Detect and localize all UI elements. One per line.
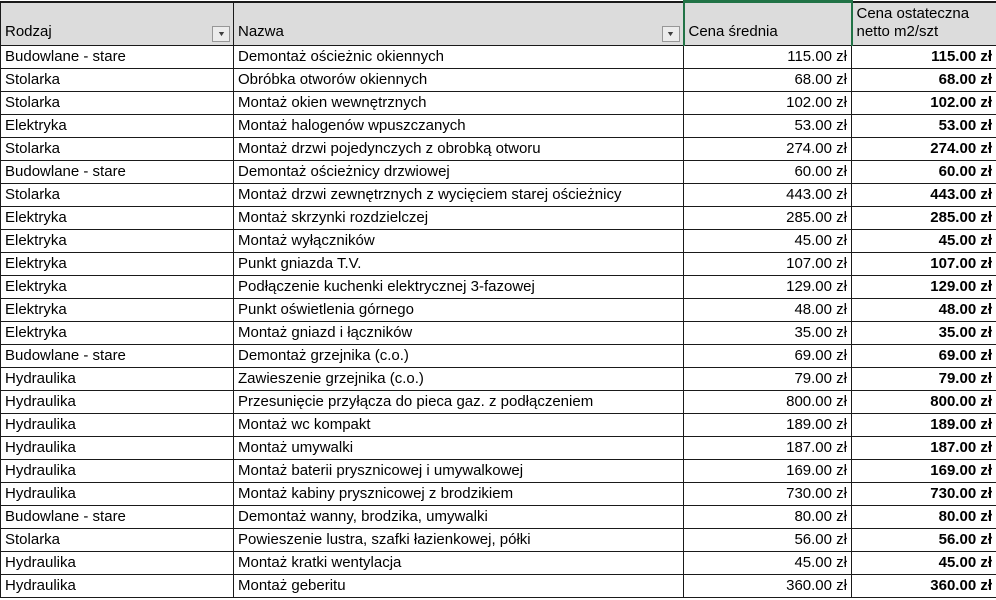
cell-cena-ostateczna[interactable]: 68.00 zł bbox=[852, 69, 996, 92]
cell-rodzaj[interactable]: Hydraulika bbox=[1, 368, 234, 391]
cell-nazwa[interactable]: Montaż skrzynki rozdzielczej bbox=[234, 207, 684, 230]
cell-cena-srednia[interactable]: 79.00 zł bbox=[684, 368, 852, 391]
cell-rodzaj[interactable]: Hydraulika bbox=[1, 483, 234, 506]
cell-cena-ostateczna[interactable]: 53.00 zł bbox=[852, 115, 996, 138]
column-header-cena-srednia[interactable] bbox=[684, 2, 852, 46]
cell-cena-ostateczna[interactable]: 189.00 zł bbox=[852, 414, 996, 437]
table-row bbox=[1, 115, 996, 138]
header-row bbox=[1, 2, 996, 46]
cell-rodzaj[interactable]: Budowlane - stare bbox=[1, 345, 234, 368]
cell-cena-srednia[interactable]: 35.00 zł bbox=[684, 322, 852, 345]
cell-cena-srednia[interactable]: 102.00 zł bbox=[684, 92, 852, 115]
cell-cena-srednia[interactable]: 169.00 zł bbox=[684, 460, 852, 483]
cell-nazwa[interactable]: Montaż baterii prysznicowej i umywalkowej bbox=[234, 460, 684, 483]
table-row bbox=[1, 46, 996, 69]
table-row bbox=[1, 437, 996, 460]
table-row bbox=[1, 276, 996, 299]
table-row bbox=[1, 483, 996, 506]
filter-dropdown-nazwa[interactable] bbox=[662, 26, 680, 42]
cell-cena-ostateczna[interactable]: 169.00 zł bbox=[852, 460, 996, 483]
cell-nazwa[interactable]: Demontaż grzejnika (c.o.) bbox=[234, 345, 684, 368]
cell-cena-ostateczna[interactable]: 274.00 zł bbox=[852, 138, 996, 161]
table-row bbox=[1, 322, 996, 345]
cell-rodzaj[interactable]: Hydraulika bbox=[1, 460, 234, 483]
cell-nazwa[interactable]: Powieszenie lustra, szafki łazienkowej, półki bbox=[234, 529, 684, 552]
cell-nazwa[interactable]: Przesunięcie przyłącza do pieca gaz. z podłączeniem bbox=[234, 391, 684, 414]
cell-rodzaj[interactable]: Hydraulika bbox=[1, 437, 234, 460]
cell-nazwa[interactable]: Zawieszenie grzejnika (c.o.) bbox=[234, 368, 684, 391]
cell-cena-ostateczna[interactable]: 79.00 zł bbox=[852, 368, 996, 391]
cell-cena-ostateczna[interactable]: 35.00 zł bbox=[852, 322, 996, 345]
cell-rodzaj[interactable]: Stolarka bbox=[1, 69, 234, 92]
cell-cena-ostateczna[interactable]: 45.00 zł bbox=[852, 552, 996, 575]
column-header-cena-srednia-label: Cena średnia bbox=[688, 23, 778, 41]
cell-nazwa[interactable]: Podłączenie kuchenki elektrycznej 3-fazowej bbox=[234, 276, 684, 299]
table-body bbox=[1, 46, 996, 598]
cell-cena-srednia[interactable]: 800.00 zł bbox=[684, 391, 852, 414]
cell-rodzaj[interactable]: Budowlane - stare bbox=[1, 46, 234, 69]
cell-nazwa[interactable]: Montaż geberitu bbox=[234, 575, 684, 598]
cell-rodzaj[interactable]: Elektryka bbox=[1, 322, 234, 345]
cell-cena-srednia[interactable]: 68.00 zł bbox=[684, 69, 852, 92]
cell-cena-srednia[interactable]: 60.00 zł bbox=[684, 161, 852, 184]
cell-nazwa[interactable]: Montaż wc kompakt bbox=[234, 414, 684, 437]
table-row bbox=[1, 391, 996, 414]
cell-rodzaj[interactable]: Elektryka bbox=[1, 230, 234, 253]
cell-cena-ostateczna[interactable]: 48.00 zł bbox=[852, 299, 996, 322]
cell-cena-srednia[interactable]: 187.00 zł bbox=[684, 437, 852, 460]
cell-nazwa[interactable]: Obróbka otworów okiennych bbox=[234, 69, 684, 92]
chevron-down-icon: ▼ bbox=[216, 30, 226, 38]
cell-cena-srednia[interactable]: 107.00 zł bbox=[684, 253, 852, 276]
table-row bbox=[1, 299, 996, 322]
cell-cena-srednia[interactable]: 360.00 zł bbox=[684, 575, 852, 598]
cell-cena-srednia[interactable]: 274.00 zł bbox=[684, 138, 852, 161]
table-row bbox=[1, 345, 996, 368]
cell-nazwa[interactable]: Punkt oświetlenia górnego bbox=[234, 299, 684, 322]
cell-rodzaj[interactable]: Hydraulika bbox=[1, 391, 234, 414]
cell-cena-ostateczna[interactable]: 800.00 zł bbox=[852, 391, 996, 414]
cell-rodzaj[interactable]: Elektryka bbox=[1, 299, 234, 322]
cell-cena-ostateczna[interactable]: 115.00 zł bbox=[852, 46, 996, 69]
cell-rodzaj[interactable]: Stolarka bbox=[1, 138, 234, 161]
cell-rodzaj[interactable]: Hydraulika bbox=[1, 414, 234, 437]
cell-cena-srednia[interactable]: 45.00 zł bbox=[684, 230, 852, 253]
table-row bbox=[1, 161, 996, 184]
cell-cena-ostateczna[interactable]: 285.00 zł bbox=[852, 207, 996, 230]
cell-cena-srednia[interactable]: 129.00 zł bbox=[684, 276, 852, 299]
cell-cena-srednia[interactable]: 69.00 zł bbox=[684, 345, 852, 368]
cell-nazwa[interactable]: Demontaż wanny, brodzika, umywalki bbox=[234, 506, 684, 529]
cell-rodzaj[interactable]: Stolarka bbox=[1, 529, 234, 552]
column-header-nazwa[interactable] bbox=[234, 2, 684, 46]
table-row bbox=[1, 230, 996, 253]
cell-cena-srednia[interactable]: 53.00 zł bbox=[684, 115, 852, 138]
cell-nazwa[interactable]: Demontaż ościeżnicy drzwiowej bbox=[234, 161, 684, 184]
column-header-rodzaj-label: Rodzaj bbox=[5, 23, 52, 41]
table-row bbox=[1, 529, 996, 552]
table-row bbox=[1, 414, 996, 437]
chevron-down-icon: ▼ bbox=[665, 30, 676, 38]
cell-nazwa[interactable]: Punkt gniazda T.V. bbox=[234, 253, 684, 276]
cell-cena-ostateczna[interactable]: 60.00 zł bbox=[852, 161, 996, 184]
cell-cena-srednia[interactable]: 730.00 zł bbox=[684, 483, 852, 506]
cell-nazwa[interactable]: Demontaż ościeżnic okiennych bbox=[234, 46, 684, 69]
cell-nazwa[interactable]: Montaż wyłączników bbox=[234, 230, 684, 253]
cell-cena-ostateczna[interactable]: 102.00 zł bbox=[852, 92, 996, 115]
cell-cena-ostateczna[interactable]: 107.00 zł bbox=[852, 253, 996, 276]
cell-cena-srednia[interactable]: 80.00 zł bbox=[684, 506, 852, 529]
cell-cena-ostateczna[interactable]: 80.00 zł bbox=[852, 506, 996, 529]
column-header-nazwa-label: Nazwa bbox=[238, 23, 284, 41]
cell-nazwa[interactable]: Montaż kratki wentylacja bbox=[234, 552, 684, 575]
cell-rodzaj[interactable]: Elektryka bbox=[1, 207, 234, 230]
table-row bbox=[1, 184, 996, 207]
cell-rodzaj[interactable]: Elektryka bbox=[1, 253, 234, 276]
table-row bbox=[1, 506, 996, 529]
table-row bbox=[1, 575, 996, 598]
cell-rodzaj[interactable]: Elektryka bbox=[1, 276, 234, 299]
table-row bbox=[1, 92, 996, 115]
column-header-cena-ostateczna-label: Cena ostateczna netto m2/szt bbox=[856, 4, 970, 41]
table-row bbox=[1, 552, 996, 575]
cell-nazwa[interactable]: Montaż drzwi zewnętrznych z wycięciem starej ościeżnicy bbox=[234, 184, 684, 207]
cell-cena-srednia[interactable]: 443.00 zł bbox=[684, 184, 852, 207]
column-header-rodzaj[interactable] bbox=[1, 2, 234, 46]
cell-nazwa[interactable]: Montaż umywalki bbox=[234, 437, 684, 460]
cell-rodzaj[interactable]: Stolarka bbox=[1, 92, 234, 115]
cell-rodzaj[interactable]: Budowlane - stare bbox=[1, 161, 234, 184]
filter-dropdown-rodzaj[interactable] bbox=[212, 26, 230, 42]
cell-cena-srednia[interactable]: 45.00 zł bbox=[684, 552, 852, 575]
table-row bbox=[1, 253, 996, 276]
cell-rodzaj[interactable]: Budowlane - stare bbox=[1, 506, 234, 529]
table-row bbox=[1, 460, 996, 483]
cell-cena-ostateczna[interactable]: 129.00 zł bbox=[852, 276, 996, 299]
cell-cena-ostateczna[interactable]: 45.00 zł bbox=[852, 230, 996, 253]
cell-cena-ostateczna[interactable]: 56.00 zł bbox=[852, 529, 996, 552]
cell-cena-srednia[interactable]: 48.00 zł bbox=[684, 299, 852, 322]
cell-cena-ostateczna[interactable]: 360.00 zł bbox=[852, 575, 996, 598]
cell-rodzaj[interactable]: Elektryka bbox=[1, 115, 234, 138]
table-row bbox=[1, 69, 996, 92]
cell-cena-srednia[interactable]: 115.00 zł bbox=[684, 46, 852, 69]
cell-cena-ostateczna[interactable]: 730.00 zł bbox=[852, 483, 996, 506]
cell-cena-srednia[interactable]: 285.00 zł bbox=[684, 207, 852, 230]
table-row bbox=[1, 207, 996, 230]
cell-nazwa[interactable]: Montaż kabiny prysznicowej z brodzikiem bbox=[234, 483, 684, 506]
table-row bbox=[1, 138, 996, 161]
cell-rodzaj[interactable]: Hydraulika bbox=[1, 552, 234, 575]
cell-cena-ostateczna[interactable]: 443.00 zł bbox=[852, 184, 996, 207]
table-row bbox=[1, 368, 996, 391]
cell-nazwa[interactable]: Montaż gniazd i łączników bbox=[234, 322, 684, 345]
cell-rodzaj[interactable]: Stolarka bbox=[1, 184, 234, 207]
cell-cena-srednia[interactable]: 56.00 zł bbox=[684, 529, 852, 552]
cell-cena-ostateczna[interactable]: 187.00 zł bbox=[852, 437, 996, 460]
cell-nazwa[interactable]: Montaż halogenów wpuszczanych bbox=[234, 115, 684, 138]
cell-nazwa[interactable]: Montaż okien wewnętrznych bbox=[234, 92, 684, 115]
cell-cena-srednia[interactable]: 189.00 zł bbox=[684, 414, 852, 437]
column-header-cena-ostateczna[interactable] bbox=[852, 2, 996, 46]
cell-rodzaj[interactable]: Hydraulika bbox=[1, 575, 234, 598]
cell-cena-ostateczna[interactable]: 69.00 zł bbox=[852, 345, 996, 368]
cell-nazwa[interactable]: Montaż drzwi pojedynczych z obrobką otworu bbox=[234, 138, 684, 161]
